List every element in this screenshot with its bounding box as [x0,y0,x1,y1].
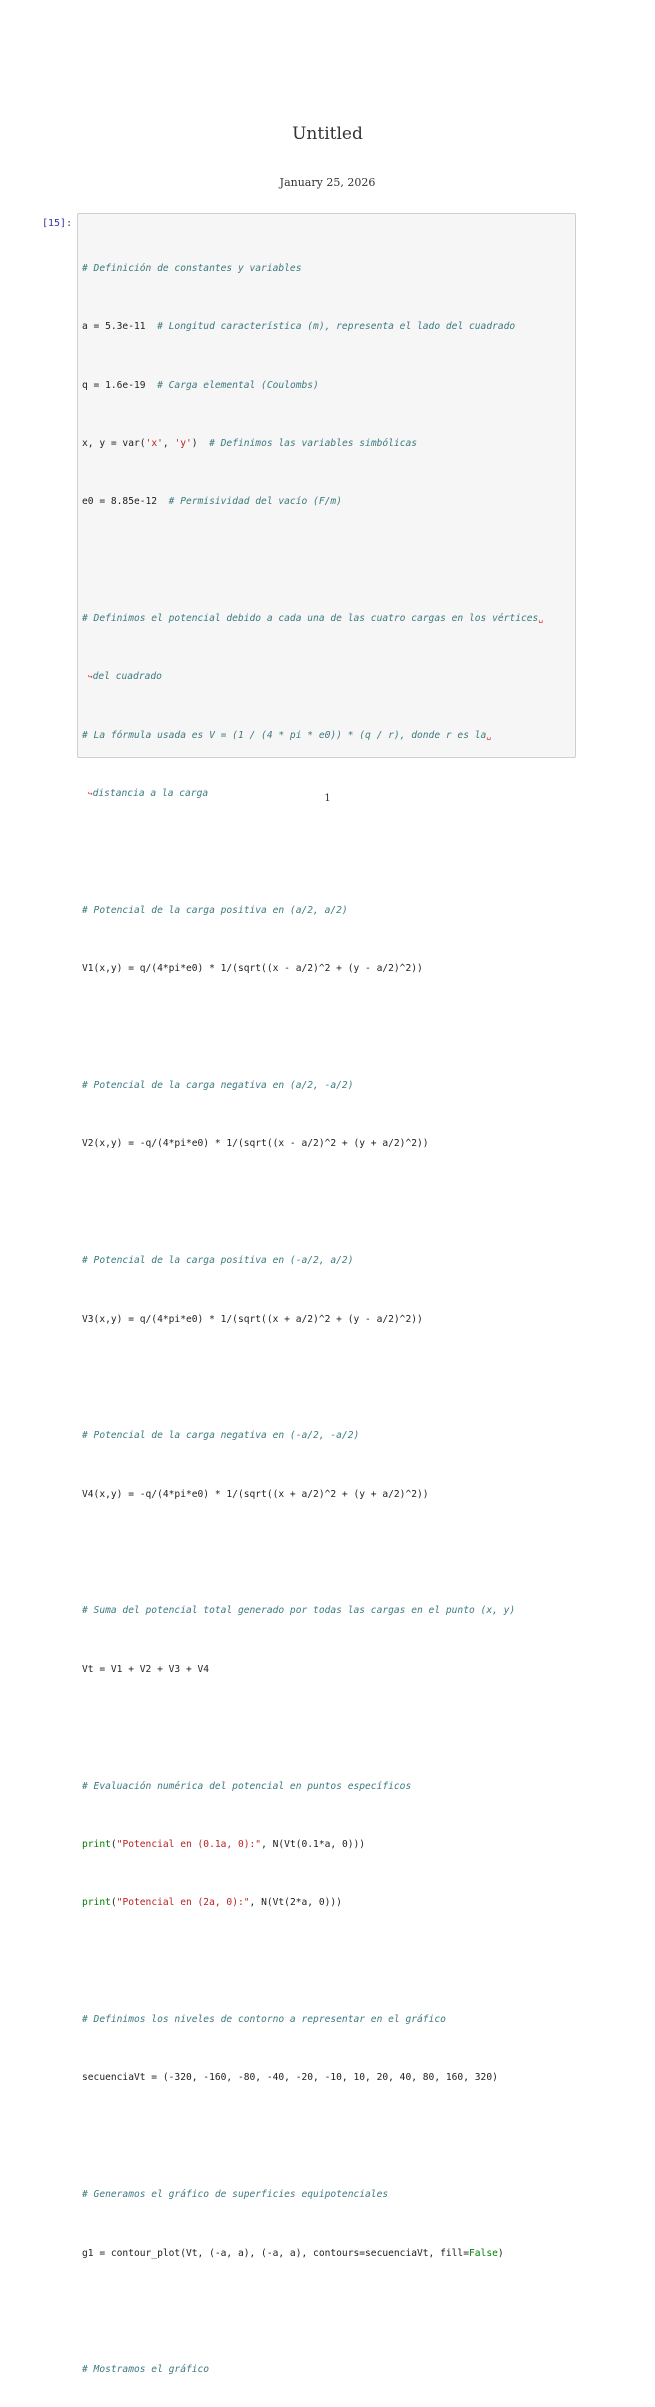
code-line-continued [82,670,573,685]
document-date: January 25, 2026 [279,176,376,189]
code-comment: # La fórmula usada es V = (1 / (4 * pi * e0)) * (q / r), donde r es la [82,729,487,741]
code-line-blank [82,1721,573,1736]
code-text: , [162,437,175,449]
code-line-blank [82,2305,573,2320]
code-line [82,1838,573,1853]
code-line-blank [82,1021,573,1036]
code-line-blank [82,554,573,569]
code-comment: # Carga elemental (Coulombs) [157,379,319,391]
code-line [82,612,573,627]
code-text: secuenciaVt = (-320, -160, -80, -40, -20, -10, 10, 20, 40, 80, 160, 320) [82,2072,498,2084]
code-text: , N(Vt(0.1*a, 0))) [261,1838,366,1850]
code-comment: # Definimos las variables simbólicas [209,437,418,449]
code-line [82,2071,573,2086]
code-comment: # Longitud característica (m), representa el lado del cuadrado [157,321,516,333]
code-text: x, y = var( [82,437,146,449]
code-line [82,379,573,394]
code-line [82,1137,573,1152]
code-comment: del cuadrado [92,671,162,683]
code-line [82,1254,573,1269]
code-block[interactable] [82,218,573,2407]
code-comment: # Definimos los niveles de contorno a representar en el gráfico [82,2014,446,2026]
page-number: 1 [324,793,331,804]
code-line [82,2188,573,2203]
code-line [82,1488,573,1503]
code-string: "Potencial en (2a, 0):" [116,1897,250,1909]
code-line [82,1079,573,1094]
code-line-blank [82,846,573,861]
code-text: V3(x,y) = q/(4*pi*e0) * 1/(sqrt((x + a/2)^2 + (y - a/2)^2)) [82,1313,423,1325]
code-comment: # Mostramos el gráfico [82,2364,210,2376]
code-line [82,1896,573,1911]
code-text: Vt = V1 + V2 + V3 + V4 [82,1663,210,1675]
code-comment: # Evaluación numérica del potencial en puntos específicos [82,1780,412,1792]
code-line-blank [82,1955,573,1970]
code-string: 'x' [145,437,163,449]
code-keyword: False [469,2247,498,2259]
code-comment: # Definición de constantes y variables [82,262,302,274]
wrap-mark: ␣ [486,730,492,740]
code-line [82,2247,573,2262]
continuation-mark: ↪ [87,789,93,799]
code-line-blank [82,1371,573,1386]
code-keyword: print [82,1897,111,1909]
continuation-mark: ↪ [87,672,93,682]
code-string: "Potencial en (0.1a, 0):" [116,1838,262,1850]
code-keyword: print [82,1838,111,1850]
code-line [82,962,573,977]
code-text: ) [191,437,210,449]
code-line [82,1313,573,1328]
code-line [82,495,573,510]
code-comment: # Generamos el gráfico de superficies equipotenciales [82,2189,389,2201]
code-text: , N(Vt(2*a, 0))) [249,1897,342,1909]
code-line-blank [82,1196,573,1211]
code-text: ) [497,2247,504,2259]
code-line [82,2013,573,2028]
code-comment: distancia a la carga [92,788,209,800]
code-line [82,262,573,277]
code-line-blank [82,2130,573,2145]
code-text: a = 5.3e-11 [82,321,158,333]
code-line [82,1604,573,1619]
code-line [82,437,573,452]
code-line [82,1663,573,1678]
document-title: Untitled [292,124,363,144]
code-text: e0 = 8.85e-12 [82,496,169,508]
code-line [82,729,573,744]
code-string: 'y' [174,437,192,449]
code-line [82,320,573,335]
code-line [82,904,573,919]
code-text: V2(x,y) = -q/(4*pi*e0) * 1/(sqrt((x - a/2)^2 + (y + a/2)^2)) [82,1138,429,1150]
code-comment: # Permisividad del vacío (F/m) [168,496,342,508]
code-text: q = 1.6e-19 [82,379,158,391]
code-line [82,2363,573,2378]
cell-prompt: [15]: [42,218,73,229]
code-comment: # Definimos el potencial debido a cada una de las cuatro cargas en los vértices [82,613,539,625]
code-comment: # Suma del potencial total generado por todas las cargas en el punto (x, y) [82,1605,516,1617]
code-comment: # Potencial de la carga negativa en (a/2, -a/2) [82,1080,354,1092]
code-line [82,1780,573,1795]
code-cell[interactable] [77,213,576,2376]
code-line-blank [82,1546,573,1561]
code-comment: # Potencial de la carga negativa en (-a/2, -a/2) [82,1430,360,1442]
code-line [82,1429,573,1444]
code-text: ( [110,1897,117,1909]
code-text: ( [110,1838,117,1850]
code-text: V1(x,y) = q/(4*pi*e0) * 1/(sqrt((x - a/2)^2 + (y - a/2)^2)) [82,963,423,975]
code-text: g1 = contour_plot(Vt, (-a, a), (-a, a), contours=secuenciaVt, fill= [82,2247,469,2259]
code-comment: # Potencial de la carga positiva en (-a/2, a/2) [82,1255,354,1267]
wrap-mark: ␣ [538,614,544,624]
code-text: V4(x,y) = -q/(4*pi*e0) * 1/(sqrt((x + a/2)^2 + (y + a/2)^2)) [82,1488,429,1500]
code-comment: # Potencial de la carga positiva en (a/2, a/2) [82,904,348,916]
